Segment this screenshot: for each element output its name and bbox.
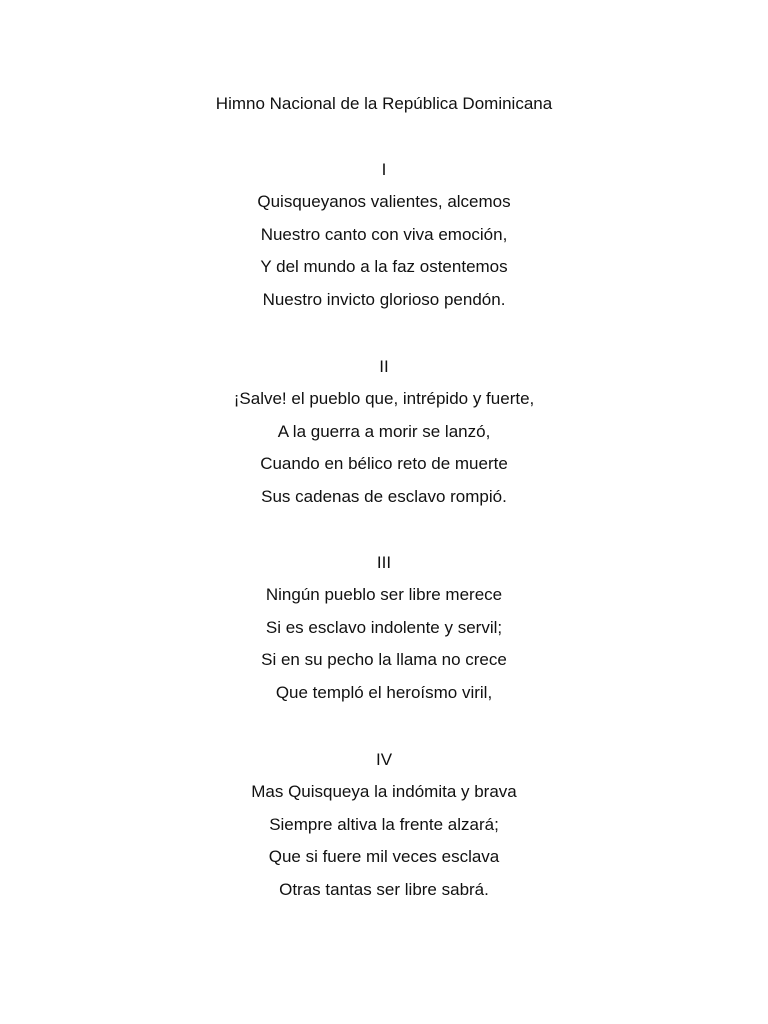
verse-line: Que si fuere mil veces esclava: [268, 847, 500, 867]
stanza-numeral: II: [379, 357, 389, 376]
stanza-4: [0, 743, 768, 906]
verse-line: Quisqueyanos valientes, alcemos: [257, 192, 511, 211]
verse-line: ¡Salve! el pueblo que, intrépido y fuerte,: [233, 389, 535, 408]
verse-line: Si es esclavo indolente y servil;: [265, 617, 503, 637]
document-title: Himno Nacional de la República Dominicana: [215, 94, 553, 113]
verse-line: Ningún pueblo ser libre merece: [265, 585, 503, 604]
verse-line: Y del mundo a la faz ostentemos: [260, 257, 508, 277]
verse-line: Cuando en bélico reto de muerte: [260, 454, 508, 474]
verse-line: Mas Quisqueya la indómita y brava: [251, 782, 517, 801]
verse-line: Nuestro invicto glorioso pendón.: [262, 289, 506, 309]
stanza-1: [0, 153, 768, 316]
stanza-3: [0, 546, 768, 709]
verse-line: Nuestro canto con viva emoción,: [260, 224, 508, 244]
stanza-numeral: I: [381, 160, 387, 179]
verse-line: Si en su pecho la llama no crece: [261, 650, 507, 670]
verse-line: A la guerra a morir se lanzó,: [277, 421, 491, 441]
verse-line: Siempre altiva la frente alzará;: [269, 814, 499, 834]
verse-line: Sus cadenas de esclavo rompió.: [261, 486, 507, 506]
verse-line: Que templó el heroísmo viril,: [275, 682, 493, 702]
stanza-numeral: III: [376, 553, 392, 572]
verse-line: Otras tantas ser libre sabrá.: [279, 879, 489, 899]
stanza-2: [0, 350, 768, 513]
stanza-numeral: IV: [375, 750, 393, 769]
